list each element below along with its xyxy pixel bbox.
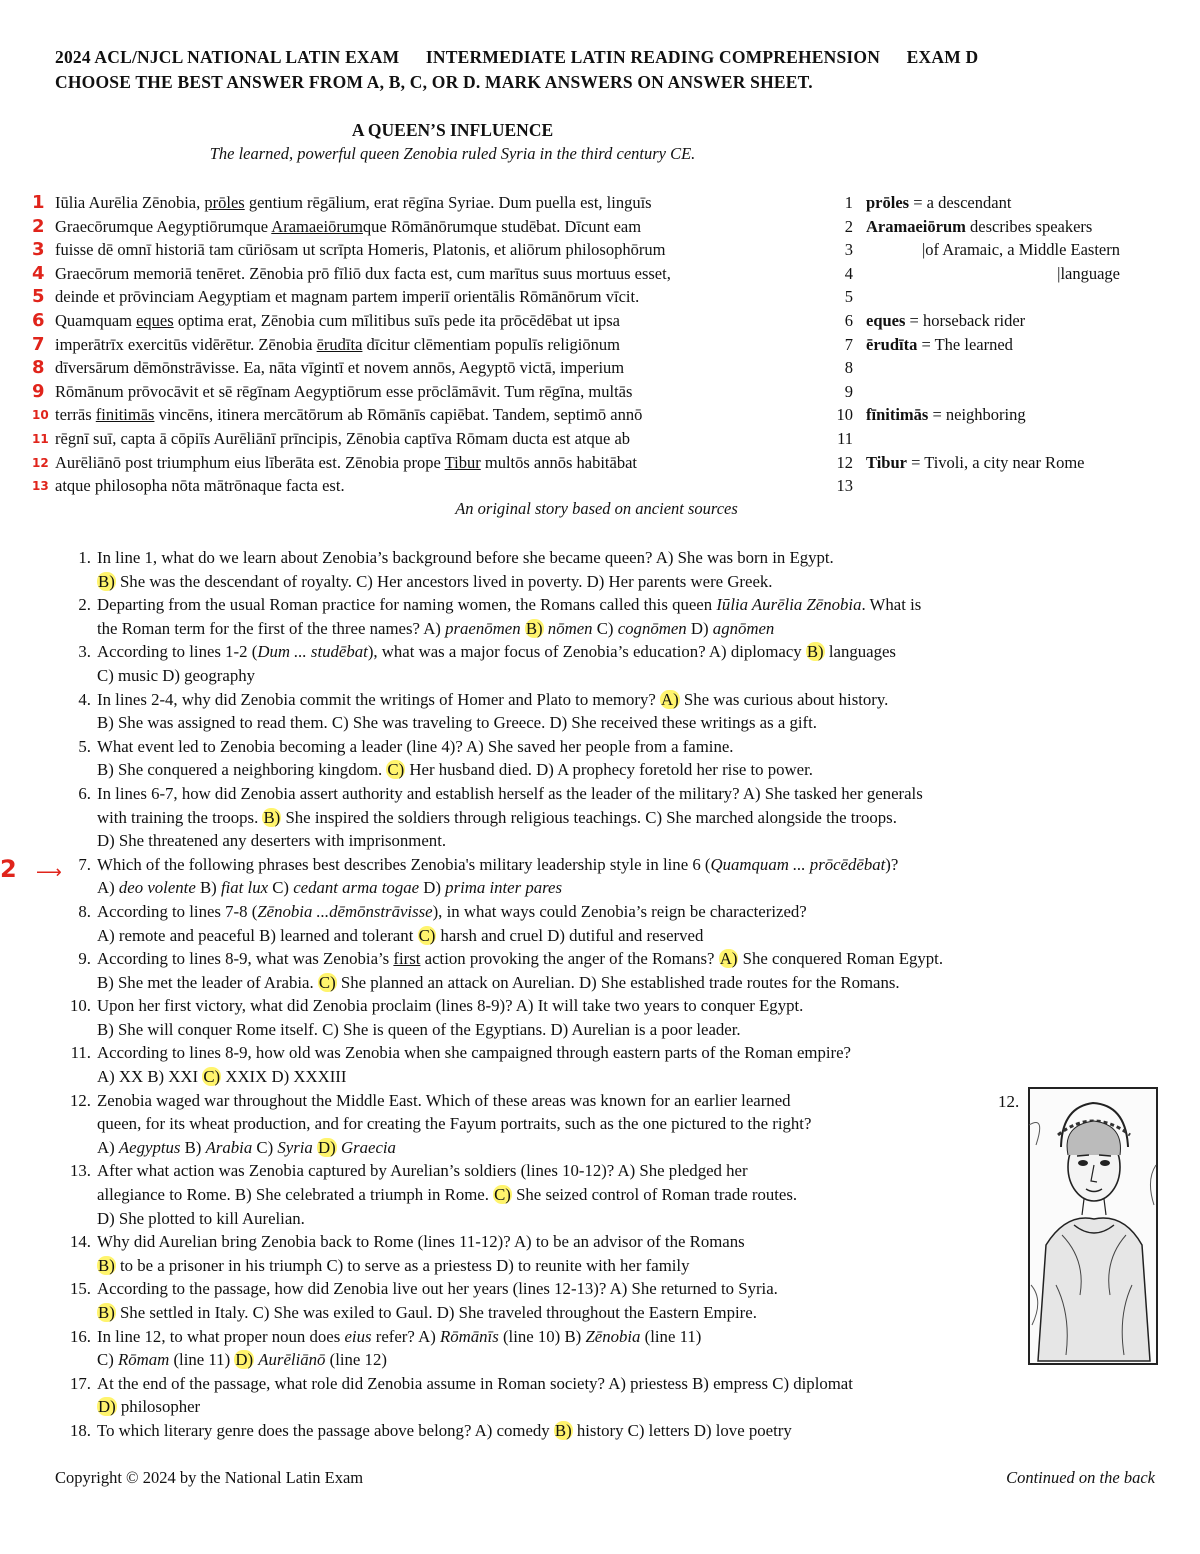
glossed-word: eques bbox=[136, 310, 174, 330]
passage-text: dīversārum dēmōnstrāvisse. Ea, nāta vīgintī et novem annōs, Aegyptō victā, imperium bbox=[55, 358, 625, 378]
passage-line bbox=[55, 238, 825, 262]
highlighted-answer: B) bbox=[98, 1303, 115, 1322]
handwritten-line-mark: 8 bbox=[32, 357, 45, 379]
question-text: A) bbox=[97, 878, 119, 898]
question-text: eius bbox=[344, 1326, 372, 1346]
question-text: philosopher bbox=[116, 1397, 201, 1417]
question-text: According to lines 8-9, how old was Zenobia when she campaigned through eastern parts of the Roman empire? bbox=[97, 1043, 852, 1063]
question-item bbox=[55, 782, 1165, 853]
question-text: D) bbox=[419, 878, 446, 898]
question-text: She was the descendant of royalty. C) Her ancestors lived in poverty. D) Her parents were Greek. bbox=[115, 571, 773, 591]
question-text: According to lines 1-2 ( bbox=[97, 642, 258, 662]
question-number: 6. bbox=[78, 783, 91, 803]
passage-text: optima erat, Zēnobia cum mīlitibus suīs pede ita prōcēdēbat ut ipsa bbox=[173, 310, 620, 330]
question-line bbox=[97, 1348, 1165, 1372]
question-number: 18. bbox=[70, 1420, 91, 1440]
question-text: According to the passage, how did Zenobia live out her years (lines 12-13)? A) She returned to Syria. bbox=[97, 1279, 778, 1299]
passage-text: Aurēliānō post triumphum eius līberāta est. Zēnobia prope bbox=[55, 452, 445, 472]
passage-text: Graecōrumque Aegyptiōrumque bbox=[55, 216, 272, 236]
question-text: After what action was Zenobia captured by Aurelian’s soldiers (lines 10-12)? A) She pledged her bbox=[97, 1161, 748, 1181]
question-number: 5. bbox=[78, 736, 91, 756]
question-text: prima inter pares bbox=[445, 878, 563, 898]
gloss-term: ērudīta bbox=[866, 334, 918, 354]
question-item bbox=[55, 853, 1165, 900]
question-text: Zenobia waged war throughout the Middle East. Which of these areas was known for an earlier learned bbox=[97, 1090, 791, 1110]
gloss-definition: = Tivoli, a city near Rome bbox=[906, 452, 1085, 472]
gloss-entry bbox=[866, 427, 1166, 451]
passage-line bbox=[55, 333, 825, 357]
highlighted-answer: C) bbox=[387, 760, 405, 780]
question-text: XXIX D) XXXIII bbox=[221, 1067, 347, 1087]
question-text: She settled in Italy. C) She was exiled to Gaul. D) She traveled throughout the Eastern Empire. bbox=[115, 1303, 757, 1322]
gloss-definition: = a descendant bbox=[909, 193, 1012, 212]
question-number: 15. bbox=[70, 1279, 91, 1299]
gloss-term: Aramaeiōrum bbox=[866, 216, 966, 236]
question-text: In line 1, what do we learn about Zenobia’s background before she became queen? A) She was born in Egypt. bbox=[97, 548, 834, 567]
question-text: In line 12, to what proper noun does bbox=[97, 1326, 345, 1346]
passage-title: A QUEEN’S INFLUENCE bbox=[351, 120, 554, 140]
question-item bbox=[55, 546, 1165, 593]
highlighted-answer: D) bbox=[318, 1137, 336, 1157]
question-number: 1. bbox=[78, 548, 91, 567]
question-line bbox=[97, 758, 1165, 782]
question-line bbox=[97, 617, 1165, 641]
question-text: Rōmānīs bbox=[440, 1326, 499, 1346]
passage-text: multōs annōs habitābat bbox=[480, 452, 638, 472]
passage-line bbox=[55, 309, 825, 333]
question-text: B) She met the leader of Arabia. bbox=[97, 972, 318, 992]
question-text: She seized control of Roman trade routes. bbox=[511, 1185, 798, 1205]
highlighted-answer: A) bbox=[719, 949, 738, 969]
question-line bbox=[97, 1372, 1165, 1396]
question-line bbox=[97, 735, 1165, 759]
question-text: B) bbox=[195, 878, 221, 898]
question-item bbox=[55, 1372, 1165, 1419]
question-line bbox=[97, 806, 1165, 830]
question-text: Iūlia Aurēlia Zēnobia bbox=[716, 595, 862, 615]
question-item bbox=[55, 1230, 1165, 1277]
question-line bbox=[97, 711, 1165, 735]
question-text: Quamquam ... prōcēdēbat bbox=[710, 854, 886, 874]
line-number: 12 bbox=[836, 452, 853, 472]
question-text: D) She threatened any deserters with imprisonment. bbox=[97, 831, 447, 851]
question-line bbox=[97, 1301, 1165, 1325]
question-text: To which literary genre does the passage above belong? A) comedy bbox=[97, 1420, 554, 1440]
question-text: B) bbox=[180, 1137, 206, 1157]
handwritten-line-mark: 11 bbox=[32, 432, 49, 446]
line-number: 2 bbox=[844, 216, 853, 236]
question-item bbox=[55, 1041, 1165, 1088]
passage-text: gentium rēgālium, erat rēgīna Syriae. Dum puella est, linguīs bbox=[244, 193, 652, 212]
question-text: In lines 6-7, how did Zenobia assert authority and establish herself as the leader of the military? A) She tasked her generals bbox=[97, 783, 923, 803]
question-text: Dum ... studēbat bbox=[257, 642, 368, 662]
question-line bbox=[97, 853, 1165, 877]
gloss-definition: |of Aramaic, a Middle Eastern bbox=[921, 240, 1120, 260]
passage-text: imperātrīx exercitūs vidērētur. Zēnobia bbox=[55, 334, 317, 354]
question-text: B) She conquered a neighboring kingdom. bbox=[97, 760, 387, 780]
question-text: praenōmen bbox=[445, 618, 521, 638]
line-number: 1 bbox=[844, 193, 853, 212]
passage-line bbox=[55, 427, 825, 451]
handwritten-line-mark: 5 bbox=[32, 286, 45, 308]
question-number: 3. bbox=[78, 642, 91, 662]
question-text: . What is bbox=[861, 595, 922, 615]
passage-subtitle: The learned, powerful queen Zenobia ruled Syria in the third century CE. bbox=[209, 144, 696, 163]
passage-line bbox=[55, 191, 825, 215]
line-number: 7 bbox=[844, 334, 853, 354]
gloss-entry bbox=[866, 215, 1166, 239]
question-text: D) bbox=[686, 618, 713, 638]
question-number: 17. bbox=[70, 1373, 91, 1393]
handwritten-line-mark: 4 bbox=[32, 262, 45, 284]
passage-line bbox=[55, 380, 825, 404]
question-text: allegiance to Rome. B) She celebrated a triumph in Rome. bbox=[97, 1185, 494, 1205]
vocabulary-glosses bbox=[866, 191, 1166, 498]
handwritten-line-mark: 2 bbox=[32, 215, 45, 237]
question-text: C) bbox=[268, 878, 294, 898]
question-text: languages bbox=[824, 642, 896, 662]
question-number: 9. bbox=[78, 949, 91, 969]
line-number: 10 bbox=[836, 405, 853, 425]
question-line bbox=[97, 688, 1165, 712]
exam-instructions: CHOOSE THE BEST ANSWER FROM A, B, C, OR D. MARK ANSWERS ON ANSWER SHEET. bbox=[55, 72, 813, 92]
question-number: 2. bbox=[78, 595, 91, 615]
line-number: 9 bbox=[844, 381, 853, 401]
passage-text: deinde et prōvinciam Aegyptiam et magnam partem imperiī orientālis Rōmānōrum vīcit. bbox=[55, 287, 640, 307]
passage-text: que Rōmānōrumque studēbat. Dīcunt eam bbox=[362, 216, 642, 236]
question-line bbox=[97, 1395, 1165, 1419]
question-text: )? bbox=[885, 854, 899, 874]
question-text: She inspired the soldiers through religious teachings. C) She marched alongside the troops. bbox=[281, 807, 897, 827]
question-text: A) bbox=[97, 1137, 119, 1157]
question-text: Graecia bbox=[340, 1137, 396, 1157]
gloss-entry bbox=[866, 474, 1166, 498]
underlined-word: first bbox=[393, 949, 421, 969]
question-text: Departing from the usual Roman practice for naming women, the Romans called this queen bbox=[97, 595, 717, 615]
question-number: 14. bbox=[70, 1232, 91, 1252]
question-text: She was curious about history. bbox=[679, 689, 889, 709]
question-text: fiat lux bbox=[220, 878, 269, 898]
fayum-portrait-icon bbox=[1026, 1085, 1160, 1367]
question-text: deo volente bbox=[118, 878, 196, 898]
handwritten-line-mark: 13 bbox=[32, 479, 49, 494]
question-text: In lines 2-4, why did Zenobia commit the writings of Homer and Plato to memory? bbox=[97, 689, 660, 709]
question-line bbox=[97, 1254, 1165, 1278]
passage-text: vincēns, itinera mercātōrum ab Rōmānīs capiēbat. Tandem, septimō annō bbox=[154, 405, 643, 425]
question-line bbox=[97, 1207, 1165, 1231]
latin-passage bbox=[55, 191, 825, 498]
question-text: Rōmam bbox=[117, 1350, 170, 1370]
question-item bbox=[55, 1419, 1165, 1443]
question-text: Aurēliānō bbox=[258, 1350, 326, 1370]
gloss-definition: = neighboring bbox=[928, 405, 1026, 425]
gloss-term: Tibur bbox=[866, 452, 907, 472]
question-item bbox=[55, 994, 1165, 1041]
handwritten-line-mark: 7 bbox=[32, 333, 45, 355]
question-text: (line 11) bbox=[169, 1350, 235, 1370]
question-item bbox=[55, 947, 1165, 994]
question-text: C) bbox=[252, 1137, 278, 1157]
question-text: Which of the following phrases best describes Zenobia's military leadership style in line 6 ( bbox=[97, 854, 711, 874]
question-line bbox=[97, 1325, 1165, 1349]
passage-text: terrās bbox=[55, 405, 96, 425]
question-text: A) remote and peaceful B) learned and tolerant bbox=[97, 925, 418, 945]
question-line bbox=[97, 593, 1165, 617]
question-line bbox=[97, 1183, 1165, 1207]
gloss-entry bbox=[866, 191, 1166, 215]
copyright-notice: Copyright © 2024 by the National Latin Exam bbox=[55, 1468, 364, 1487]
line-number: 11 bbox=[837, 428, 853, 448]
question-text: She planned an attack on Aurelian. D) She established trade routes for the Romans. bbox=[336, 972, 900, 992]
gloss-entry bbox=[866, 356, 1166, 380]
question-line bbox=[97, 829, 1165, 853]
question-text: A) XX B) XXI bbox=[97, 1067, 203, 1087]
question-line bbox=[97, 782, 1165, 806]
question-text: Arabia bbox=[205, 1137, 253, 1157]
question-item bbox=[55, 688, 1165, 735]
passage-text: atque philosopha nōta mātrōnaque facta est. bbox=[55, 476, 345, 496]
handwritten-arrow-icon: ⟶ bbox=[36, 862, 62, 883]
question-text: She conquered Roman Egypt. bbox=[738, 949, 944, 969]
question-text: action provoking the anger of the Romans? bbox=[420, 949, 719, 969]
question-item bbox=[55, 1325, 1165, 1372]
question-text: Upon her first victory, what did Zenobia proclaim (lines 8-9)? A) It will take two years to conquer Egypt. bbox=[97, 996, 804, 1016]
gloss-definition: |language bbox=[1057, 263, 1120, 283]
question-line bbox=[97, 900, 1165, 924]
passage-line bbox=[55, 356, 825, 380]
highlighted-answer: B) bbox=[263, 807, 281, 827]
question-text: Zēnobia ...dēmōnstrāvisse bbox=[257, 901, 433, 921]
question-item bbox=[55, 900, 1165, 947]
highlighted-answer: B) bbox=[554, 1420, 572, 1440]
passage-source: An original story based on ancient sources bbox=[455, 499, 738, 518]
gloss-term: eques bbox=[866, 310, 906, 330]
exam-header-line1 bbox=[55, 47, 978, 68]
gloss-definition: describes speakers bbox=[965, 216, 1093, 236]
highlighted-answer: D) bbox=[98, 1397, 116, 1417]
question-text: nōmen bbox=[547, 618, 593, 638]
question-line bbox=[97, 1041, 1165, 1065]
question-line bbox=[97, 1419, 1165, 1443]
question-item bbox=[55, 735, 1165, 782]
gloss-term: fīnitimās bbox=[866, 405, 929, 425]
exam-header-level: INTERMEDIATE LATIN READING COMPREHENSION bbox=[425, 47, 881, 67]
handwritten-line-mark: 9 bbox=[32, 380, 45, 402]
glossed-word: prōles bbox=[204, 193, 245, 212]
handwritten-q7-mark: 2 bbox=[0, 855, 17, 883]
passage-text: rēgnī suī, capta ā cōpiīs Aurēliānī prīncipis, Zēnobia captīva Rōmam ducta est atque ab bbox=[55, 428, 631, 448]
handwritten-line-mark: 1 bbox=[32, 192, 45, 213]
highlighted-answer: B) bbox=[525, 618, 543, 638]
question-text: D) She plotted to kill Aurelian. bbox=[97, 1208, 305, 1228]
question-text: According to lines 8-9, what was Zenobia’s bbox=[97, 949, 394, 969]
question-text: C) bbox=[592, 618, 618, 638]
question-text: cognōmen bbox=[617, 618, 687, 638]
question-number: 10. bbox=[70, 996, 91, 1016]
line-number: 3 bbox=[844, 240, 853, 260]
question-number: 12. bbox=[70, 1090, 91, 1110]
handwritten-line-mark: 10 bbox=[32, 408, 49, 423]
question-line bbox=[97, 1277, 1165, 1301]
line-number: 13 bbox=[836, 476, 853, 496]
line-number: 8 bbox=[844, 358, 853, 378]
gloss-entry bbox=[866, 403, 1166, 427]
exam-header-title: 2024 ACL/NJCL NATIONAL LATIN EXAM bbox=[55, 47, 400, 67]
passage-line bbox=[55, 403, 825, 427]
question-text: C) bbox=[97, 1350, 118, 1370]
question-text: the Roman term for the first of the three names? A) bbox=[97, 618, 446, 638]
question-number: 7. bbox=[78, 854, 91, 874]
passage-line bbox=[55, 215, 825, 239]
passage-text: fuisse dē omnī historiā tam cūriōsam ut scrīpta Homeris, Platonis, et aliōrum philosophōrum bbox=[55, 240, 666, 260]
question-line bbox=[97, 1136, 1165, 1160]
handwritten-line-mark: 6 bbox=[32, 310, 45, 331]
gloss-entry bbox=[866, 262, 1166, 286]
question-text: What event led to Zenobia becoming a leader (line 4)? A) She saved her people from a famine. bbox=[97, 736, 734, 756]
passage-line bbox=[55, 262, 825, 286]
question-number: 4. bbox=[78, 689, 91, 709]
gloss-entry bbox=[866, 333, 1166, 357]
question-line bbox=[97, 971, 1165, 995]
question-line bbox=[97, 876, 1165, 900]
passage-text: dīcitur clēmentiam populīs religiōnum bbox=[362, 334, 620, 354]
question-line bbox=[97, 1112, 1165, 1136]
question-line bbox=[97, 1018, 1165, 1042]
question-text: ), in what ways could Zenobia’s reign be characterized? bbox=[432, 901, 807, 921]
question-text: At the end of the passage, what role did Zenobia assume in Roman society? A) priestess B) empress C) diplomat bbox=[97, 1373, 853, 1393]
question-text: B) She was assigned to read them. C) She was traveling to Greece. D) She received these writings as a gift. bbox=[97, 713, 817, 733]
question-text: queen, for its wheat production, and for creating the Fayum portraits, such as the one pictured to the right? bbox=[97, 1114, 812, 1134]
passage-text: Rōmānum prōvocāvit et sē rēgīnam Aegyptiōrum esse prōclāmāvit. Tum rēgīna, multās bbox=[55, 381, 633, 401]
line-number: 6 bbox=[844, 310, 853, 330]
passage-line bbox=[55, 451, 825, 475]
gloss-entry bbox=[866, 285, 1166, 309]
question-item bbox=[55, 640, 1165, 687]
question-text: with training the troops. bbox=[97, 807, 263, 827]
question-text: history C) letters D) love poetry bbox=[572, 1420, 792, 1440]
question-item bbox=[55, 593, 1165, 640]
question-line bbox=[97, 640, 1165, 664]
highlighted-answer: B) bbox=[98, 571, 115, 591]
question-text: Aegyptus bbox=[118, 1137, 181, 1157]
passage-line-numbers bbox=[833, 191, 853, 498]
question-item bbox=[55, 1159, 1165, 1230]
question-item bbox=[55, 1277, 1165, 1324]
highlighted-answer: C) bbox=[203, 1067, 221, 1087]
gloss-entry bbox=[866, 309, 1166, 333]
question-text: (line 11) bbox=[640, 1326, 702, 1346]
gloss-entry bbox=[866, 238, 1166, 262]
line-number: 5 bbox=[844, 287, 853, 307]
question-text: Zēnobia bbox=[585, 1326, 641, 1346]
gloss-entry bbox=[866, 451, 1166, 475]
question-line bbox=[97, 924, 1165, 948]
question-line bbox=[97, 1230, 1165, 1254]
question-text: (line 12) bbox=[325, 1350, 387, 1370]
gloss-definition: = horseback rider bbox=[905, 310, 1026, 330]
question-text: harsh and cruel D) dutiful and reserved bbox=[436, 925, 704, 945]
glossed-word: ērudīta bbox=[316, 334, 363, 354]
highlighted-answer: B) bbox=[98, 1255, 115, 1275]
question-number: 13. bbox=[70, 1161, 91, 1181]
question-number: 16. bbox=[70, 1326, 91, 1346]
question-text: Her husband died. D) A prophecy foretold her rise to power. bbox=[405, 760, 813, 780]
question-text: agnōmen bbox=[712, 618, 775, 638]
highlighted-answer: C) bbox=[494, 1185, 511, 1205]
handwritten-line-mark: 12 bbox=[32, 455, 49, 470]
passage-text: Iūlia Aurēlia Zēnobia, bbox=[55, 193, 205, 212]
question-line bbox=[97, 1065, 1165, 1089]
glossed-word: finitimās bbox=[95, 405, 155, 425]
question-text: refer? A) bbox=[371, 1326, 441, 1346]
question-text: Why did Aurelian bring Zenobia back to Rome (lines 11-12)? A) to be an advisor of the Romans bbox=[97, 1232, 745, 1252]
question-text: to be a prisoner in his triumph C) to serve as a priestess D) to reunite with her family bbox=[115, 1255, 690, 1275]
continued-note: Continued on the back bbox=[1006, 1468, 1155, 1487]
question-text: Syria bbox=[277, 1137, 313, 1157]
question-line bbox=[97, 947, 1165, 971]
question-text: According to lines 7-8 ( bbox=[97, 901, 258, 921]
portrait-label: 12. bbox=[998, 1092, 1020, 1111]
highlighted-answer: A) bbox=[661, 689, 679, 709]
gloss-term: prōles bbox=[866, 193, 910, 212]
exam-header-form: EXAM D bbox=[906, 47, 979, 67]
glossed-word: Tibur bbox=[444, 452, 481, 472]
passage-line bbox=[55, 474, 825, 498]
glossed-word: Aramaeiōrum bbox=[271, 216, 363, 236]
highlighted-answer: B) bbox=[806, 642, 824, 662]
question-line bbox=[97, 1159, 1165, 1183]
question-number: 11. bbox=[70, 1043, 91, 1063]
question-text: C) music D) geography bbox=[97, 665, 255, 685]
line-number: 4 bbox=[844, 263, 853, 283]
highlighted-answer: C) bbox=[418, 925, 436, 945]
question-text: (line 10) B) bbox=[498, 1326, 586, 1346]
question-list bbox=[55, 546, 1165, 1443]
question-number: 8. bbox=[78, 901, 91, 921]
question-line bbox=[97, 664, 1165, 688]
handwritten-line-mark: 3 bbox=[32, 239, 45, 261]
gloss-entry bbox=[866, 380, 1166, 404]
question-line bbox=[97, 570, 1165, 594]
highlighted-answer: D) bbox=[235, 1350, 254, 1370]
passage-line bbox=[55, 285, 825, 309]
passage-text: Graecōrum memoriā tenēret. Zēnobia prō fīliō dux facta est, cum marītus suus mortuus esset, bbox=[55, 263, 671, 283]
question-text: cedant arma togae bbox=[293, 878, 420, 898]
highlighted-answer: C) bbox=[318, 972, 336, 992]
question-line bbox=[97, 994, 1165, 1018]
question-text: ), what was a major focus of Zenobia’s education? A) diplomacy bbox=[367, 642, 806, 662]
question-text: B) She will conquer Rome itself. C) She is queen of the Egyptians. D) Aurelian is a poor leader. bbox=[97, 1019, 741, 1039]
question-line bbox=[97, 546, 1165, 570]
passage-text: Quamquam bbox=[55, 310, 137, 330]
gloss-definition: = The learned bbox=[917, 334, 1013, 354]
